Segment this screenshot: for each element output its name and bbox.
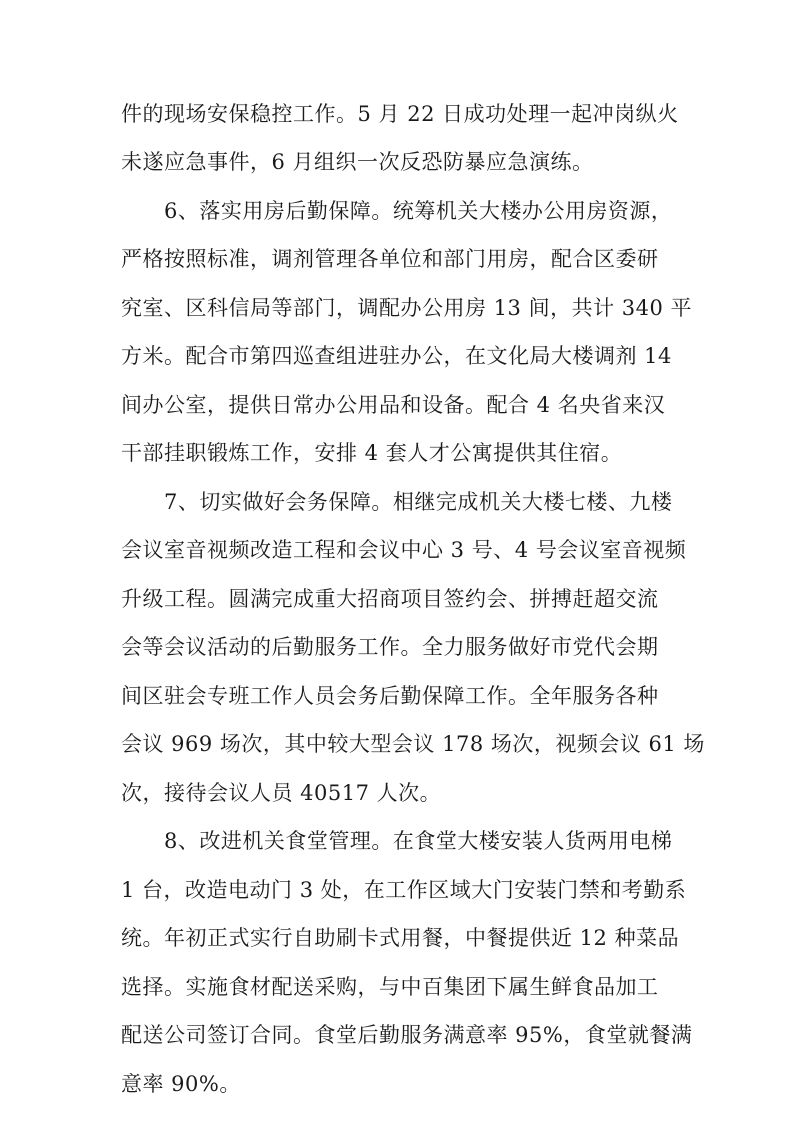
text-line: 会议 969 场次，其中较大型会议 178 场次，视频会议 61 场 (121, 732, 705, 756)
text-line: 意率 90%。 (121, 1072, 241, 1096)
text-line: 究室、区科信局等部门，调配办公用房 13 间，共计 340 平 (121, 296, 693, 320)
paragraph-6-heading-line: 6、落实用房后勤保障。统筹机关大楼办公用房资源， (164, 199, 673, 223)
text-line: 会议室音视频改造工程和会议中心 3 号、4 号会议室音视频 (121, 538, 687, 562)
text-line: 统。年初正式实行自助刷卡式用餐，中餐提供近 12 种菜品 (121, 926, 680, 950)
paragraph-7-heading-line: 7、切实做好会务保障。相继完成机关大楼七楼、九楼 (164, 490, 673, 514)
text-line: 方米。配合市第四巡查组进驻办公，在文化局大楼调剂 14 (121, 344, 672, 368)
text-line: 次，接待会议人员 40517 人次。 (121, 781, 442, 805)
text-line: 1 台，改造电动门 3 处，在工作区域大门安装门禁和考勤系 (121, 878, 687, 902)
text-line: 严格按照标准，调剂管理各单位和部门用房，配合区委研 (121, 247, 659, 271)
text-line: 升级工程。圆满完成重大招商项目签约会、拼搏赶超交流 (121, 587, 659, 611)
text-line: 件的现场安保稳控工作。5 月 22 日成功处理一起冲岗纵火 (121, 102, 679, 126)
text-line: 间区驻会专班工作人员会务后勤保障工作。全年服务各种 (121, 684, 659, 708)
text-line: 选择。实施食材配送采购，与中百集团下属生鲜食品加工 (121, 975, 659, 999)
text-line: 未遂应急事件，6 月组织一次反恐防暴应急演练。 (121, 150, 594, 174)
text-line: 干部挂职锻炼工作，安排 4 套人才公寓提供其住宿。 (121, 441, 623, 465)
text-line: 间办公室，提供日常办公用品和设备。配合 4 名央省来汉 (121, 393, 666, 417)
paragraph-8-heading-line: 8、改进机关食堂管理。在食堂大楼安装人货两用电梯 (164, 829, 673, 853)
text-line: 配送公司签订合同。食堂后勤服务满意率 95%，食堂就餐满 (121, 1023, 693, 1047)
text-line: 会等会议活动的后勤服务工作。全力服务做好市党代会期 (121, 635, 659, 659)
